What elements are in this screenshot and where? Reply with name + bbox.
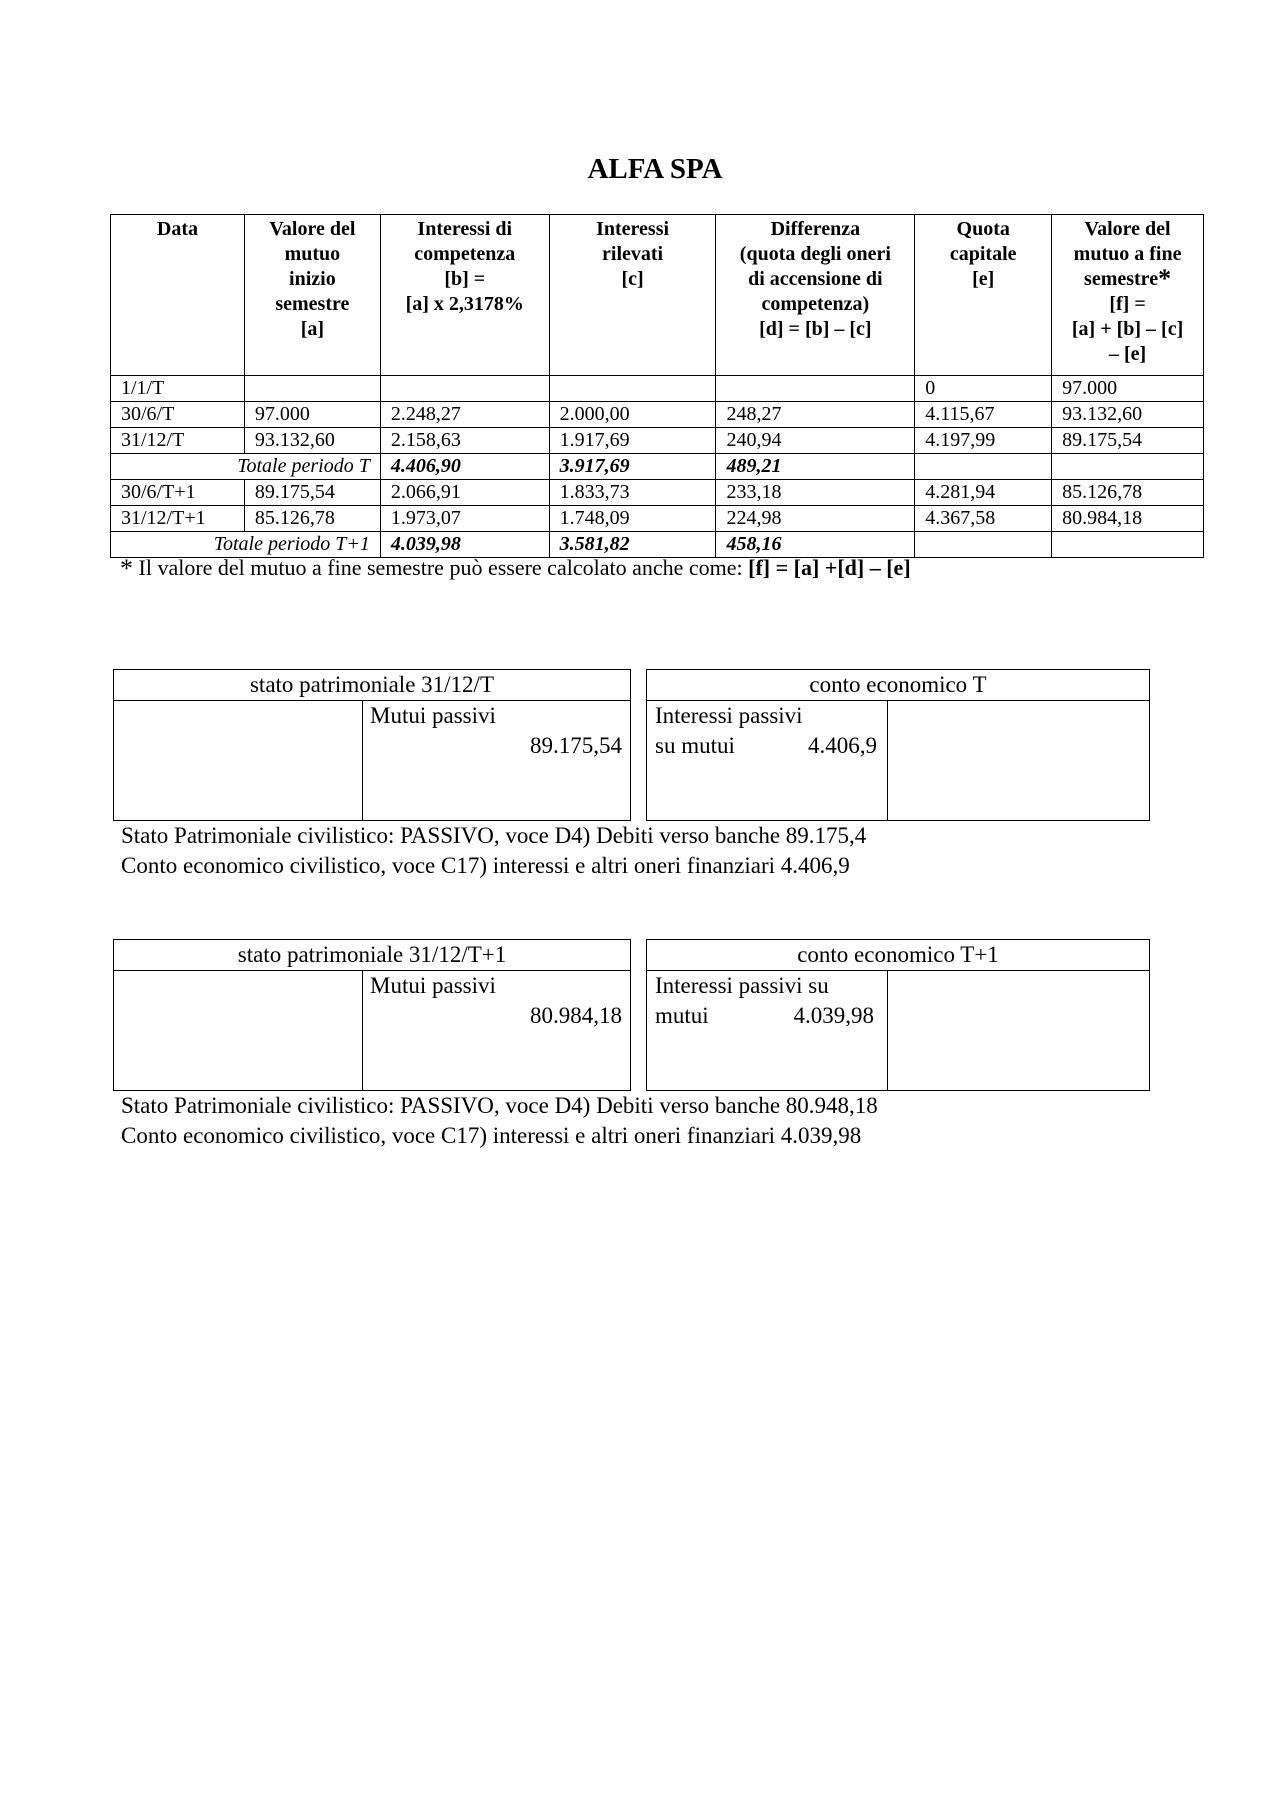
asterisk-marker: * <box>120 554 133 583</box>
total-value: 3.581,82 <box>549 532 716 558</box>
table-row <box>111 402 1204 428</box>
cell: 4.197,99 <box>915 428 1052 454</box>
summary-line: Stato Patrimoniale civilistico: PASSIVO, voce D4) Debiti verso banche 89.175,4 <box>121 823 867 848</box>
cell: 0 <box>915 376 1052 402</box>
cell: 2.158,63 <box>380 428 549 454</box>
header-quota-capitale: Quota capitale [e] <box>915 215 1052 376</box>
cell-date: 30/6/T <box>111 402 245 428</box>
t-account-value: 4.406,9 <box>808 733 877 758</box>
asterisk-marker: * <box>1158 264 1172 293</box>
cell: 1.833,73 <box>549 480 716 506</box>
cell: 2.248,27 <box>380 402 549 428</box>
table-row <box>111 428 1204 454</box>
total-label: Totale periodo T+1 <box>111 532 381 558</box>
t-account-sp-t1 <box>113 939 631 1091</box>
header-data: Data <box>111 215 245 376</box>
table-total-row <box>111 454 1204 480</box>
total-value: 4.406,90 <box>380 454 549 480</box>
cell <box>549 376 716 402</box>
footnote-formula: [f] = [a] +[d] – [e] <box>748 555 911 580</box>
t-account-label: Mutui passivi <box>370 973 496 998</box>
header-interessi-rilevati: Interessi rilevati [c] <box>549 215 716 376</box>
table-total-row <box>111 532 1204 558</box>
total-value: 458,16 <box>716 532 915 558</box>
cell: 93.132,60 <box>244 428 380 454</box>
t-account-title: conto economico T+1 <box>647 940 1149 971</box>
cell: 89.175,54 <box>244 480 380 506</box>
t-account-ce-t <box>646 669 1150 821</box>
cell <box>244 376 380 402</box>
t-account-title: stato patrimoniale 31/12/T <box>114 670 630 701</box>
document-title: ALFA SPA <box>587 153 723 185</box>
cell: 1.917,69 <box>549 428 716 454</box>
table-row <box>111 506 1204 532</box>
t-account-title: stato patrimoniale 31/12/T+1 <box>114 940 630 971</box>
summary-line: Stato Patrimoniale civilistico: PASSIVO, voce D4) Debiti verso banche 80.948,18 <box>121 1093 878 1118</box>
cell-empty <box>915 532 1052 558</box>
table-row <box>111 480 1204 506</box>
t-account-label: su mutui <box>655 733 735 758</box>
cell: 97.000 <box>244 402 380 428</box>
cell <box>716 376 915 402</box>
cell: 224,98 <box>716 506 915 532</box>
t-account-label: mutui <box>655 1003 709 1028</box>
summary-line: Conto economico civilistico, voce C17) interessi e altri oneri finanziari 4.406,9 <box>121 853 850 878</box>
t-account-value: 4.039,98 <box>793 1003 874 1028</box>
summary-line: Conto economico civilistico, voce C17) interessi e altri oneri finanziari 4.039,98 <box>121 1123 862 1148</box>
cell-empty <box>1052 532 1204 558</box>
total-label: Totale periodo T <box>111 454 381 480</box>
table-row <box>111 376 1204 402</box>
footnote <box>120 555 911 581</box>
cell: 85.126,78 <box>1052 480 1204 506</box>
cell: 1.973,07 <box>380 506 549 532</box>
cell: 240,94 <box>716 428 915 454</box>
cell-empty <box>1052 454 1204 480</box>
cell-date: 30/6/T+1 <box>111 480 245 506</box>
cell: 4.367,58 <box>915 506 1052 532</box>
t-account-title: conto economico T <box>647 670 1149 701</box>
total-value: 4.039,98 <box>380 532 549 558</box>
cell-date: 1/1/T <box>111 376 245 402</box>
header-differenza: Differenza (quota degli oneri di accensione di competenza) [d] = [b] – [c] <box>716 215 915 376</box>
header-valore-fine: Valore del mutuo a fine semestre* [f] = [a] + [b] – [c] – [e] <box>1052 215 1204 376</box>
cell-date: 31/12/T+1 <box>111 506 245 532</box>
t-account-sp-t <box>113 669 631 821</box>
header-valore-inizio: Valore del mutuo inizio semestre [a] <box>244 215 380 376</box>
cell: 85.126,78 <box>244 506 380 532</box>
amortization-table <box>110 214 1204 558</box>
table-header-row <box>111 215 1204 376</box>
t-account-value: 89.175,54 <box>530 733 622 758</box>
cell: 248,27 <box>716 402 915 428</box>
t-account-label: Mutui passivi <box>370 703 496 728</box>
header-interessi-competenza: Interessi di competenza [b] = [a] x 2,3178% <box>380 215 549 376</box>
cell: 80.984,18 <box>1052 506 1204 532</box>
total-value: 3.917,69 <box>549 454 716 480</box>
cell: 1.748,09 <box>549 506 716 532</box>
t-account-value: 80.984,18 <box>530 1003 622 1028</box>
cell-empty <box>915 454 1052 480</box>
cell: 4.115,67 <box>915 402 1052 428</box>
cell: 89.175,54 <box>1052 428 1204 454</box>
cell-date: 31/12/T <box>111 428 245 454</box>
t-account-ce-t1 <box>646 939 1150 1091</box>
total-value: 489,21 <box>716 454 915 480</box>
cell: 233,18 <box>716 480 915 506</box>
cell: 2.000,00 <box>549 402 716 428</box>
cell: 93.132,60 <box>1052 402 1204 428</box>
footnote-text: Il valore del mutuo a fine semestre può essere calcolato anche come: <box>138 555 743 580</box>
cell: 97.000 <box>1052 376 1204 402</box>
t-account-label: Interessi passivi su <box>655 973 829 998</box>
cell <box>380 376 549 402</box>
cell: 4.281,94 <box>915 480 1052 506</box>
cell: 2.066,91 <box>380 480 549 506</box>
t-account-label: Interessi passivi <box>655 703 803 728</box>
